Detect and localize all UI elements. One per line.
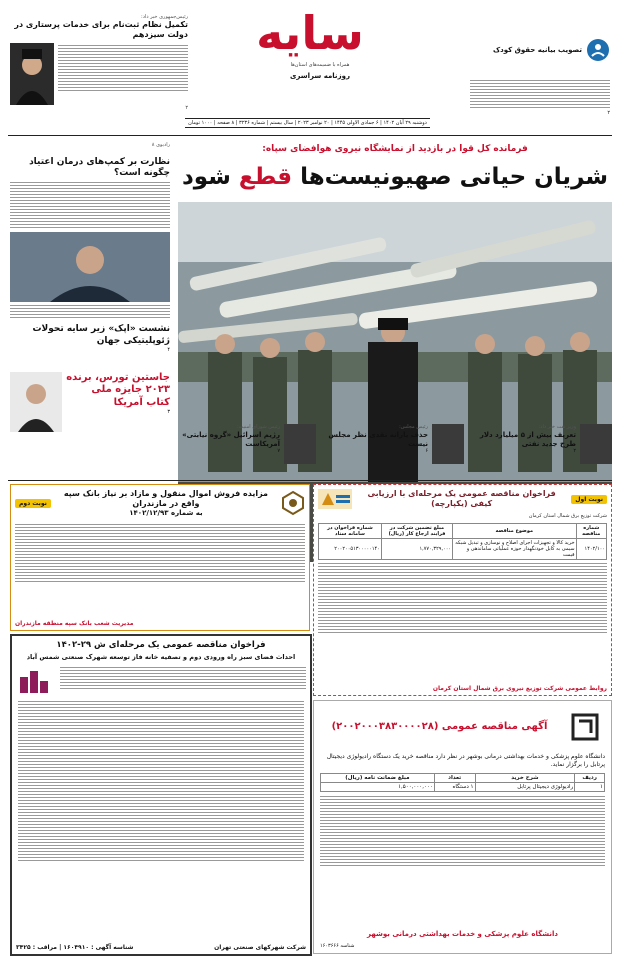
- tavanir-logo-icon: [318, 489, 352, 509]
- portrait-kicker-2: رئیس مجلس:: [399, 424, 428, 430]
- portrait-item-1: [472, 424, 612, 464]
- ad-medical-td-3: ۱ دستگاه: [434, 783, 475, 792]
- ad-power-th-3: مبلغ تضمین شرکت در فرایند ارجاع کار (ریال): [381, 523, 452, 538]
- portrait-caption-1: تعریف بیش از ۵ میلیارد دلار طرح جدید نفتی: [479, 430, 576, 448]
- portrait-item-2: [324, 424, 464, 464]
- ad-power-title: فراخوان مناقصه عمومی یک مرحله‌ای با ارزیابی کیفی (یکپارچه): [367, 489, 556, 508]
- portrait-page-1: ۲: [573, 448, 576, 455]
- top-right-story: [470, 38, 610, 117]
- ad-power-td-1: ۱۴۰۲/۱۰۰: [576, 538, 606, 559]
- ad-medical-th-1: ردیف: [575, 774, 605, 783]
- ad-bank: [10, 484, 310, 631]
- portrait-caption-2: حذف یارانه نقدی نظر مجلس نیست: [328, 430, 428, 448]
- top-right-title: تصویب بیانیه حقوق کودک: [492, 45, 582, 54]
- tagline: روزنامه سراسری: [290, 72, 350, 80]
- hero-kicker: فرمانده کل قوا در بازدید از نمایشگاه نیروی هوافضای سپاه:: [262, 144, 528, 154]
- president-photo: [10, 43, 54, 105]
- masthead-divider: [8, 135, 612, 136]
- portrait-caption-3: رژیم اسرائیل «گروه نیابتی» آمریکاست: [182, 430, 280, 448]
- ad-power-footer: روابط عمومی شرکت توزیع نیروی برق شمال استان کرمان: [432, 684, 607, 692]
- logo-text: سایه: [256, 6, 364, 60]
- top-left-title: تکمیل نظام ثبت‌نام برای خدمات پرستاری در دولت سیزدهم: [14, 20, 188, 40]
- ad-sherkat-footer-right: شرکت شهرکهای صنعتی تهران: [214, 943, 306, 951]
- portrait-kicker-1: وزیر نفت خبر داد:: [538, 424, 576, 430]
- portrait-page-2: ۶: [425, 448, 428, 455]
- ad-medical-td-4: ۱,۵۰۰,۰۰۰,۰۰۰: [321, 783, 435, 792]
- item2-title: نشست «اپک» زیر سایه تحولات ژئوپلیتیکی جهان: [32, 324, 170, 346]
- ad-bank-subtitle: به شماره ۱۴۰۲/۱۲/۹۳: [129, 509, 203, 517]
- portrait-photo-2: [432, 424, 464, 464]
- portrait-item-3: [178, 424, 316, 464]
- item3-title: جاستین تورس، برنده ۲۰۲۳ جایزه ملی کتاب آمریکا: [66, 371, 170, 408]
- portrait-kicker-3: رئیس شورای امنیت:: [236, 424, 280, 430]
- official-portrait-icon: [10, 232, 170, 302]
- ad-medical-intro: دانشگاه علوم پزشکی و خدمات بهداشتی درمانی بوشهر در نظر دارد مناقصه خرید یک دستگاه رادیولوژی دیجیتال پرتابل را برگزار نماید.: [326, 753, 605, 769]
- item1-title: نظارت بر کمپ‌های درمان اعتیاد چگونه است؟: [29, 156, 170, 178]
- king-photo: [10, 232, 170, 302]
- ad-power-th-2: موضوع مناقصه: [453, 523, 576, 538]
- ad-power-td-3: ۱,۷۷۰,۳۲۹,۰۰۰: [381, 538, 452, 559]
- author-photo: [10, 372, 62, 432]
- ad-power-td-4: ۲۰۰۲۰۰۵۱۳۰۰۰۰۰۱۴۰: [319, 538, 382, 559]
- dateline: دوشنبه ۲۹ آبان ۱۴۰۲ | ۶ جمادی الاولی ۱۴۴۵ | ۲۰ نوامبر ۲۰۲۳ | سال بیستم | شماره ۳۲۳۶ | ۸ صفحه | ۱۰۰۰ تومان: [185, 118, 430, 128]
- ad-power: [313, 484, 612, 696]
- ad-medical: [313, 700, 612, 954]
- president-portrait-icon: [10, 43, 54, 105]
- portrait-photo-1: [580, 424, 612, 464]
- ad-power-th-1: شماره مناقصه: [576, 523, 606, 538]
- ad-medical-footer: دانشگاه علوم پزشکی و خدمات بهداشتی درمانی بوشهر: [367, 930, 558, 939]
- ad-medical-th-3: تعداد: [434, 774, 475, 783]
- ad-medical-td-2: رادیولوژی دیجیتال پرتابل: [475, 783, 575, 792]
- top-left-story: [10, 14, 188, 112]
- subtitle: همراه با ضمیمه‌های استان‌ها: [290, 62, 350, 68]
- bank-sepah-logo-icon: [281, 490, 305, 516]
- ad-sherkat-subtitle: احداث فضای سبز راه ورودی دوم و تصفیه خانه فاز توسعه شهرک صنعتی شمس آباد: [26, 652, 296, 661]
- ad-power-td-2: خرید کالا و تجهیزات اجرای اصلاح و نوسازی و تبدیل شبکه سیمی به کابل خودنگهدار حوزه عملیاتی ساماندهی و قیمت: [453, 538, 576, 559]
- headline-part-2: شود: [182, 164, 231, 191]
- top-left-page-ref: ۲: [185, 105, 188, 112]
- item2-page: ۴: [167, 346, 170, 353]
- hero-story: [178, 142, 612, 422]
- ad-power-table: [318, 523, 607, 560]
- headline-part-1: شریان حیاتی صهیونیست‌ها: [300, 164, 608, 191]
- portrait-page-3: ۷: [277, 448, 280, 455]
- ad-power-badge: نوبت اول: [571, 495, 607, 504]
- left-column: [10, 142, 170, 432]
- ad-medical-td-1: ۱: [575, 783, 605, 792]
- masthead-logo: [230, 8, 390, 58]
- ad-medical-title: آگهی مناقصه عمومی (۲۰۰۲۰۰۰۳۸۳۰۰۰۰۲۸): [331, 720, 548, 732]
- ad-bank-footer: مدیریت شعب بانک سپه منطقه مازندران: [15, 619, 134, 627]
- ad-medical-table: [320, 773, 605, 792]
- hero-headline: [178, 163, 612, 192]
- ad-power-th-4: شماره فراخوان در سامانه ستاد: [319, 523, 382, 538]
- item1-label: رادیوی ۸: [151, 142, 170, 148]
- child-rights-logo-icon: [586, 38, 610, 62]
- ad-bank-badge: نوبت دوم: [15, 499, 51, 508]
- portrait-strip: [178, 424, 612, 474]
- ad-sherkat-footer-left: شناسه آگهی : ۱۶۰۴۹۱۰ | مراقب : ۳۴۲۵: [16, 943, 134, 951]
- author-portrait-icon: [10, 372, 62, 432]
- industrial-estates-logo-icon: [16, 665, 56, 695]
- ads-divider: [8, 480, 612, 481]
- ad-sherkat-title: فراخوان مناقصه عمومی یک مرحله‌ای ش ۲۹-۱۴۰۲: [56, 640, 266, 650]
- ad-power-company: شرکت توزیع برق شمال استان کرمان: [528, 513, 607, 519]
- item3-page: ۳: [167, 409, 170, 415]
- portrait-photo-3: [284, 424, 316, 464]
- ad-medical-th-4: مبلغ ضمانت نامه (ریال): [321, 774, 435, 783]
- ad-medical-id: شناسه ۱۶۰۳۶۶۶: [320, 943, 355, 950]
- university-logo-icon: [565, 707, 605, 747]
- ad-sherkat: [10, 634, 312, 956]
- ad-medical-th-2: شرح خرید: [475, 774, 575, 783]
- headline-red-word: قطع: [238, 164, 293, 191]
- top-left-kicker: رئیس‌جمهوری خبر داد:: [141, 14, 188, 20]
- top-right-page-ref: ۲: [607, 110, 610, 116]
- ad-bank-title: مزایده فروش اموال منقول و مازاد بر نیاز بانک سپه واقع در مازندران: [63, 489, 268, 508]
